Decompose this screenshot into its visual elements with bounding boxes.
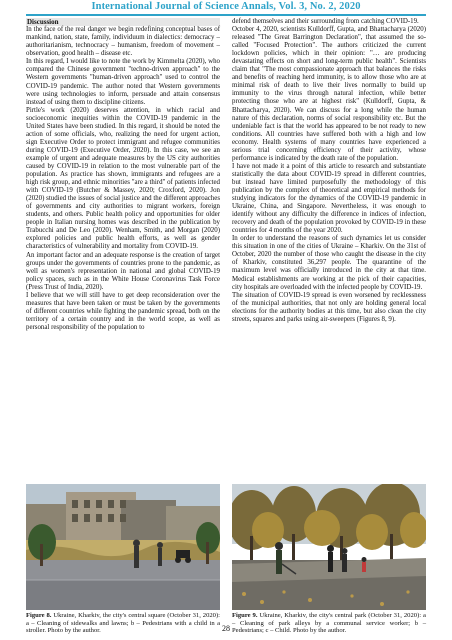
- paragraph: An important factor and an adequate response is the creation of target groups under the governments of countries prone to the pandemic, as well as women's representation in national and global COVID-19 policy spaces, such as in the White House Coronavirus Task Force (Press Trust of India, 2020).: [26, 251, 220, 291]
- left-column: [26, 18, 220, 332]
- paragraph: In the face of the real danger we begin redefining conceptual bases of mankind, nation, state, family, individuum in dialectics: democracy – authoritarianism, technocracy – humanism, freedom of movement – observation, good health – disease etc.: [26, 26, 220, 58]
- figure-8-label: Figure 8.: [26, 612, 52, 619]
- figure-9-label: Figure 9.: [232, 612, 258, 619]
- journal-header: [0, 0, 452, 16]
- page-number: 28: [222, 624, 230, 633]
- figure-9-caption: [232, 612, 426, 635]
- square-photo-illustration: [26, 484, 220, 610]
- paragraph: I have not made it a point of this article to research and substantiate statistically the data about COVID-19 spread in different countries, but instead have limited purposefully the methodology of this publication by the complex of theoretical and empirical methods for studying indicators for the dynamics of the COVID-19 pandemic in Ukraine, China, and Singapore. Nevertheless, it was enough to identify without any difficulty the difference in indices of infection, recovery and death of the population provoked by COVID-19 in these countries for 4 months of the year 2020.: [232, 162, 426, 235]
- paragraph: October 4, 2020, scientists Kulldorff, Gupta, and Bhattacharya (2020) released "The Great Barrington Declaration", that assumed the so-called "Focused Protection". The authors criticized the current lockdown policies, which in their opinion: "… are producing devastating effects on short and long-term public health". Scientists claim that "The most compassionate approach that balances the risks and benefits of reaching herd immunity, is to allow those who are at minimal risk of death to live their lives normally to build up immunity to the virus through natural infection, while better protecting those who are at highest risk" (Kulldorff, Gupta, & Bhattacharya, 2020). We can discuss for a long while the human nature of this declaration, norms of social responsibility etc. But the undeniable fact is that the world has appeared to be not ready to new conditions. All countries have suffered both with a high and low economy. Health systems of many countries have experienced a serious trial concerning efficiency of their activity, whose performance is indicated by the death rate of the population.: [232, 26, 426, 162]
- figure-8-caption: [26, 612, 220, 635]
- park-photo-illustration: [232, 484, 426, 610]
- journal-title: International Journal of Science Annals, Vol. 3, No. 2, 2020: [91, 1, 361, 12]
- paragraph: In order to understand the reasons of such dynamics let us consider this situation in one of the cities of Ukraine – Kharkiv. On the 31st of October, 2020 the number of those who caught the disease in the city of Kharkiv, constituted 36,297 people. The quarantine of the maximum level was officially introduced in the city at that time. Medical establishments are working at the pick of their capacities, city hospitals are overloaded with the infected people by COVID-19.: [232, 235, 426, 291]
- paragraph: I believe that we will still have to get deep reconsideration over the measures that have been taken or must be taken by the governments of different countries while fighting the pandemic spread, both on the territory of a certain country and in the world scope, as well as personal responsibility of the population to: [26, 291, 220, 331]
- paragraph: The situation of COVID-19 spread is even worsened by recklessness of the municipal authorities, that not only are holding general local elections for the authority bodies at this time, but also clean the city streets, squares and parks using air-sweepers (Figures 8, 9).: [232, 291, 426, 323]
- paragraph: Pirtle's work (2020) deserves attention, in which racial and socioeconomic inequities within the COVID-19 pandemic in the United States have been studied. In this regard, it should be noted the action of some officials, who, realizing the need for urgent action, sign Executive Order to protect immigrant and refugee communities during COVID-19 (Executive Order, 2020). In this case, we see an example of urgent and adequate measures by the US city authorities caused by COVID-19 in relation to the most vulnerable part of the population. As practice has shown, immigrants and refugees are a high risk group, and ethnic minorities "are a third" of patients infected with COVID-19 (Butcher & Massey, 2020; Croxford, 2020). Jon (2020) studied the issues of social justice and the different approaches of governments and city authorities to migrant workers, foreign students, and others. Public health policy and opportunities for older people in Italian nursing homes was described in the publication by Trabucchi and De Leo (2020). Wenham, Smith, and Morgan (2020) explored policies and public health efforts, as well as gender characteristics of vulnerability and mortality from COVID-19.: [26, 106, 220, 251]
- paragraph: defend themselves and their surrounding from catching COVID-19.: [232, 18, 419, 25]
- figure-9-photo: [232, 484, 426, 610]
- paragraph: In this regard, I would like to note the work by Kimmelta (2020), who compared the Chinese government "techno-driven approach" to the Western governments "human-driven approach" used to control the COVID-19 pandemic. The author noted that Western governments were using technologies to inform, persuade and attain consensus instead of using them to discipline citizens.: [26, 58, 220, 106]
- figure-8-caption-text: Ukraine, Kharkiv, the city's central square (October 31, 2020): a – Cleaning of sidewalks and lawns; b – Pedestrians with a child in a stroller. Photo by the author.: [26, 612, 220, 635]
- header-rule: [26, 14, 426, 16]
- right-column: [232, 18, 426, 324]
- figure-9-caption-text: Ukraine, Kharkiv, the city's central park (October 31, 2020): a – Cleaning of park alleys by a communal service worker; b – Pedestrians; c – Child. Photo by the author.: [232, 612, 426, 635]
- figure-8-photo: [26, 484, 220, 610]
- section-heading: Discussion: [26, 18, 220, 26]
